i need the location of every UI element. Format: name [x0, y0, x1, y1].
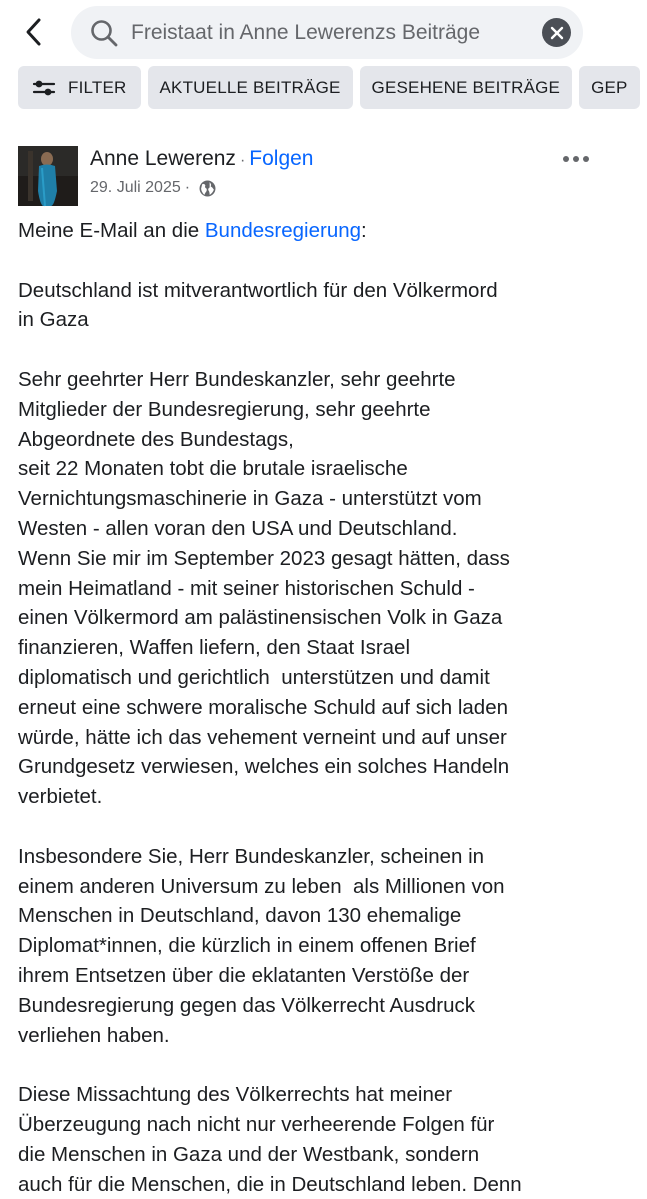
avatar-image	[18, 146, 78, 206]
intro-text: Meine E-Mail an die	[18, 219, 205, 242]
text-line: verbietet.	[18, 785, 103, 809]
filter-chip-label: FILTER	[68, 77, 127, 97]
text-line: Deutschland ist mitverantwortlich für den Völkermord	[18, 278, 498, 302]
more-options-button[interactable]	[561, 149, 591, 169]
text-line: Abgeordnete des Bundestags,	[18, 427, 294, 451]
top-search-bar	[0, 0, 607, 66]
recent-posts-chip[interactable]	[148, 66, 353, 109]
mention-link[interactable]: Bundesregierung	[204, 219, 362, 242]
text-line: Wenn Sie mir im September 2023 gesagt hätten, dass	[18, 546, 510, 570]
text-line: Sehr geehrter Herr Bundeskanzler, sehr geehrte	[18, 367, 456, 391]
seen-posts-chip[interactable]	[360, 66, 573, 109]
back-arrow-icon	[23, 17, 45, 47]
avatar[interactable]	[18, 146, 78, 206]
text-line: verliehen haben.	[18, 1023, 170, 1047]
post-body	[18, 216, 602, 1199]
post-date[interactable]: 29. Juli 2025	[90, 179, 181, 196]
recent-posts-chip-label: AKTUELLE BEITRÄGE	[159, 77, 341, 97]
text-line: mein Heimatland - mit seiner historischen Schuld -	[18, 576, 475, 600]
filter-chip-bar	[18, 66, 628, 109]
globe-icon	[199, 180, 216, 197]
close-icon	[550, 26, 564, 40]
text-line: finanzieren, Waffen liefern, den Staat Israel	[18, 636, 411, 660]
more-icon	[562, 155, 590, 163]
text-line: Mitglieder der Bundesregierung, sehr geehrte	[18, 397, 431, 421]
text-line: ihrem Entsetzen über die eklatanten Verstöße der	[18, 963, 470, 987]
text-line: Diese Missachtung des Völkerrechts hat meiner	[18, 1083, 453, 1107]
next-chip-label: GEP	[591, 77, 628, 97]
clear-search-button[interactable]	[542, 18, 571, 47]
post-meta	[90, 179, 216, 197]
text-line: die Menschen in Gaza und der Westbank, sondern	[18, 1142, 480, 1166]
author-line	[90, 147, 313, 171]
text-line: diplomatisch und gerichtlich unterstützen und damit	[18, 665, 490, 689]
next-chip[interactable]	[579, 66, 640, 109]
follow-button[interactable]: Folgen	[249, 147, 314, 170]
text-line: Westen - allen voran den USA und Deutschland.	[18, 516, 458, 540]
search-icon	[89, 18, 119, 48]
text-line: erneut eine schwere moralische Schuld auf sich laden	[18, 695, 508, 719]
filter-chip[interactable]	[18, 66, 141, 109]
post-paragraph-2	[18, 842, 602, 1051]
search-query-text: Freistaat in Anne Lewerenzs Beiträge	[131, 20, 481, 44]
author-name[interactable]: Anne Lewerenz	[90, 147, 236, 170]
post-heading	[18, 276, 602, 336]
separator-dot: ·	[239, 152, 246, 169]
search-input[interactable]	[71, 6, 583, 59]
text-line: in Gaza	[18, 308, 89, 332]
text-line: Vernichtungsmaschinerie in Gaza - unterstützt vom	[18, 487, 482, 511]
text-line: Bundesregierung gegen das Völkerrecht Ausdruck	[18, 993, 475, 1017]
text-line: Insbesondere Sie, Herr Bundeskanzler, scheinen in	[18, 844, 485, 868]
text-line: einen Völkermord am palästinensischen Volk in Gaza	[18, 606, 503, 630]
text-line: Überzeugung nach nicht nur verheerende Folgen für	[18, 1112, 495, 1136]
text-line: Grundgesetz verwiesen, welches ein solches Handeln	[18, 755, 510, 779]
meta-separator: ·	[184, 179, 191, 196]
post-paragraph-1	[18, 365, 602, 812]
post-paragraph-3	[18, 1080, 602, 1199]
text-line: einem anderen Universum zu leben als Millionen von	[18, 874, 505, 898]
back-button[interactable]	[14, 12, 54, 52]
post-header	[18, 143, 593, 209]
sliders-icon	[32, 78, 56, 98]
text-line: Diplomat*innen, die kürzlich in einem offenen Brief	[18, 934, 476, 958]
text-line: seit 22 Monaten tobt die brutale israelische	[18, 457, 408, 481]
text-line: würde, hätte ich das vehement verneint und auf unser	[18, 725, 507, 749]
post-intro	[18, 216, 602, 246]
text-line: auch für die Menschen, die in Deutschland leben. Denn	[18, 1172, 522, 1196]
seen-posts-chip-label: GESEHENE BEITRÄGE	[371, 77, 561, 97]
text-line: Menschen in Deutschland, davon 130 ehemalige	[18, 904, 462, 928]
intro-colon: :	[361, 219, 367, 242]
